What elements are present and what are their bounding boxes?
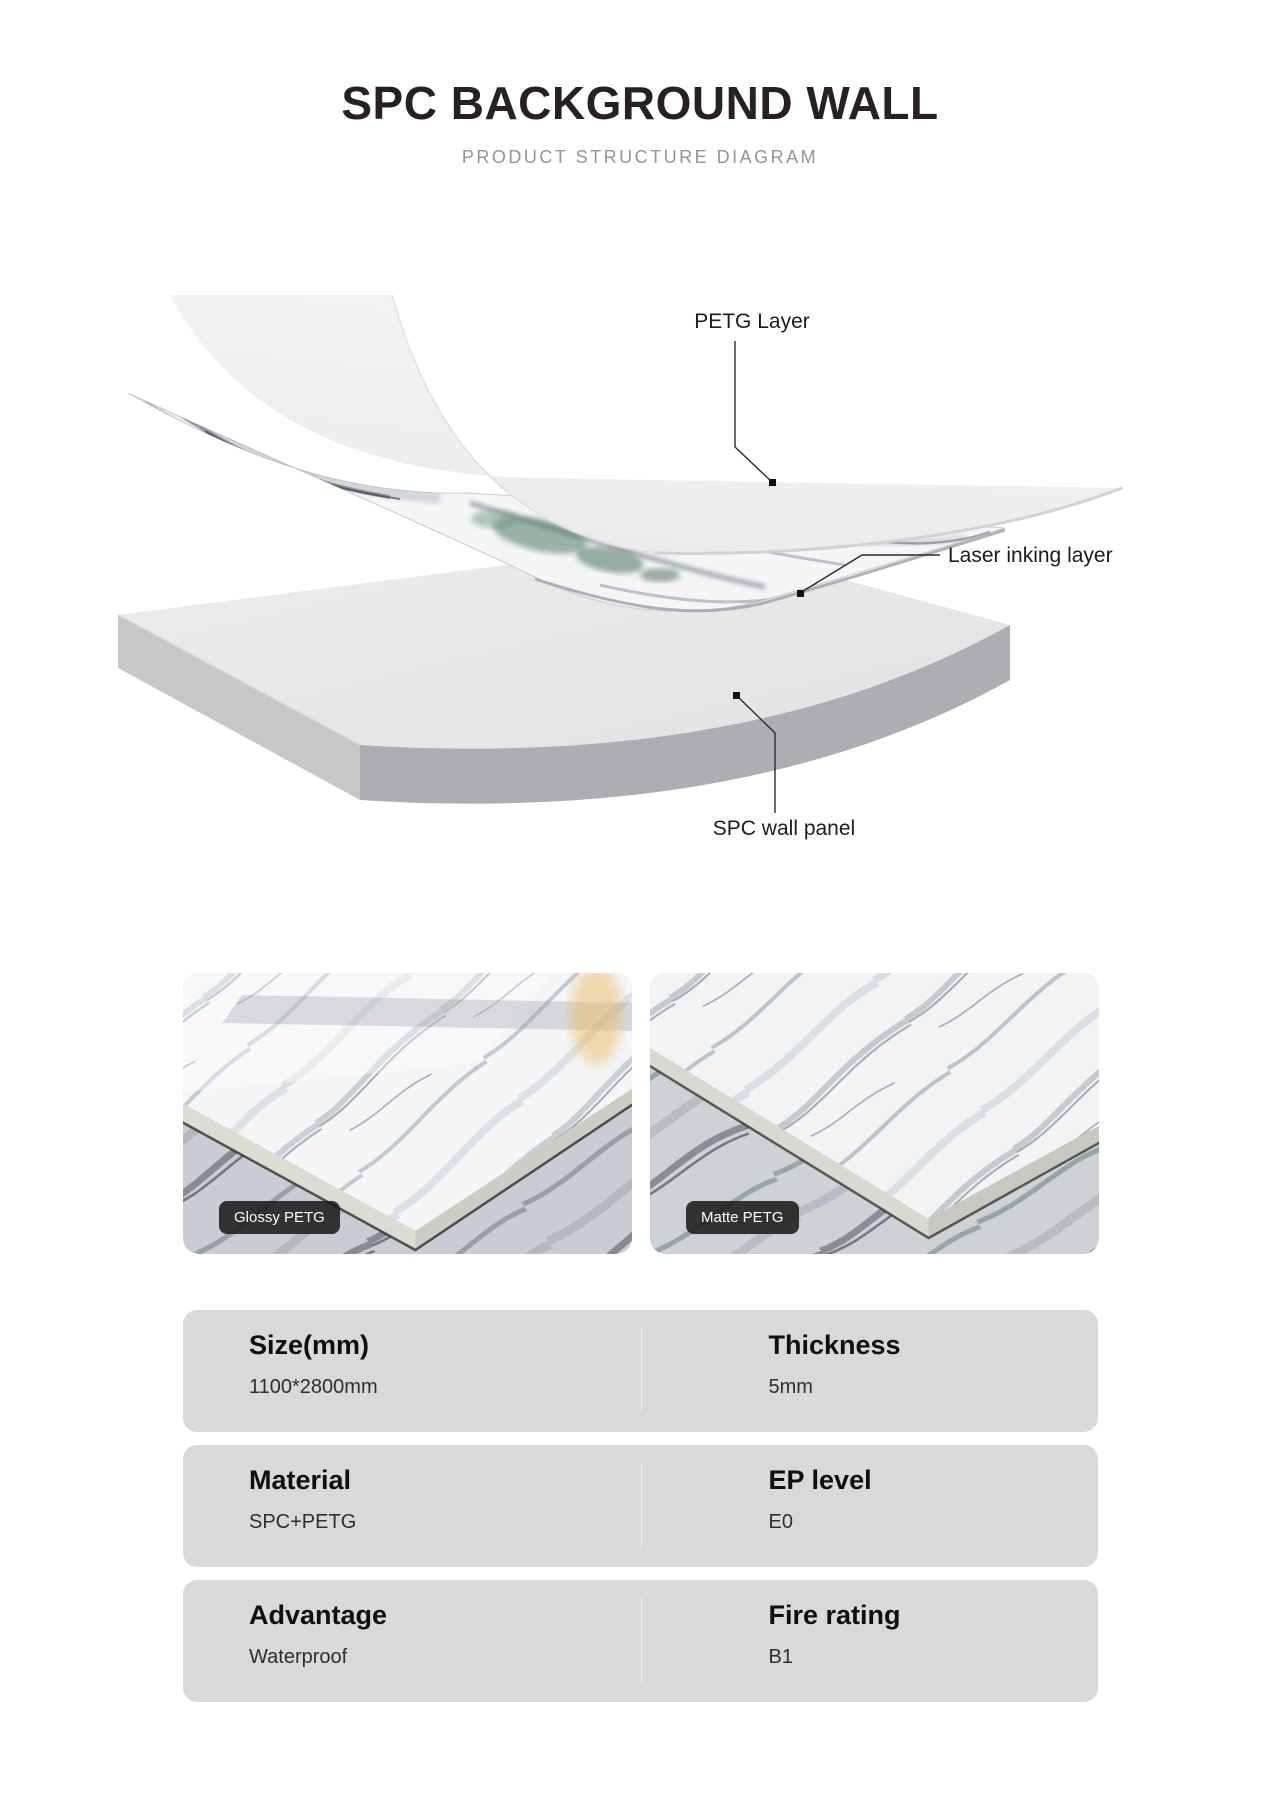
spec-label: Thickness xyxy=(768,1330,901,1360)
spec-value: 1100*2800mm xyxy=(249,1375,378,1398)
spec-label: Material xyxy=(249,1465,352,1495)
spec-label: Advantage xyxy=(249,1600,388,1630)
spec-value: SPC+PETG xyxy=(249,1510,357,1533)
spec-value: E0 xyxy=(768,1510,793,1533)
spec-label: Fire rating xyxy=(768,1600,901,1630)
spec-value: Waterproof xyxy=(249,1645,348,1668)
spec-cell xyxy=(641,1601,901,1668)
spec-row xyxy=(183,1445,1098,1567)
spec-cell xyxy=(249,1331,378,1398)
spec-label: Size(mm) xyxy=(249,1330,370,1360)
spec-cell xyxy=(249,1601,387,1668)
sample-badge-glossy: Glossy PETG xyxy=(219,1201,340,1234)
page-subtitle: PRODUCT STRUCTURE DIAGRAM xyxy=(461,147,819,167)
spec-table xyxy=(183,1310,1098,1715)
leader-dot-laser xyxy=(797,590,804,597)
sample-badge-matte: Matte PETG xyxy=(686,1201,799,1234)
petg-layer-graphic xyxy=(170,295,1122,553)
spec-cell xyxy=(641,1331,901,1398)
label-petg-layer: PETG Layer xyxy=(694,310,810,333)
leader-line-petg xyxy=(735,341,772,482)
spec-value: 5mm xyxy=(768,1375,813,1398)
leader-dot-spc xyxy=(733,692,740,699)
page-title: SPC BACKGROUND WALL xyxy=(341,77,939,129)
sample-image-matte xyxy=(650,973,1099,1254)
structure-diagram xyxy=(0,235,1280,855)
spec-row xyxy=(183,1580,1098,1702)
spec-cell xyxy=(249,1466,356,1533)
spec-value: B1 xyxy=(768,1645,793,1668)
spec-cell xyxy=(641,1466,872,1533)
spec-label: EP level xyxy=(768,1465,872,1495)
sample-images xyxy=(183,973,1099,1254)
label-laser-inking-layer: Laser inking layer xyxy=(948,544,1113,567)
label-spc-wall-panel: SPC wall panel xyxy=(712,817,856,840)
spec-row xyxy=(183,1310,1098,1432)
leader-dot-petg xyxy=(769,479,776,486)
sample-image-glossy xyxy=(183,973,632,1254)
